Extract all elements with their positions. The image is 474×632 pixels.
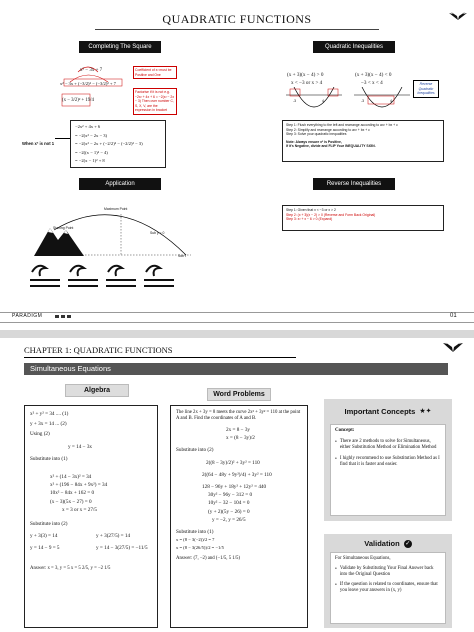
word-line: x = (8 − 3(26/5))/2 = −1/5 bbox=[176, 545, 224, 551]
chapter-title: CHAPTER 1: QUADRATIC FUNCTIONS bbox=[24, 345, 173, 355]
important-concepts-panel bbox=[324, 399, 452, 521]
sub-y-label: Sub y = 0 bbox=[150, 231, 165, 235]
word-line: 2x = 8 − 3y bbox=[226, 427, 251, 433]
algebra-line: y = 14 − 9 = 5 bbox=[30, 545, 60, 552]
page-two bbox=[0, 338, 474, 632]
validation-intro: For Simultaneous Equations, bbox=[335, 556, 391, 561]
algebra-line: y + 3(27/5) = 14 bbox=[96, 533, 131, 540]
word-line: 2((64 − 48y + 9y²)/4) + 3y² = 110 bbox=[202, 471, 272, 478]
concept-text: I highly recommend to use Substitution Method as I find that it is faster and easier. bbox=[339, 456, 440, 467]
page-gap bbox=[0, 330, 474, 338]
cts-step: = −2(x² − 2x − 3) bbox=[75, 132, 108, 138]
qi-right-equation: (x + 3)(x − 4) < 0 bbox=[355, 72, 392, 78]
word-line: 10y² − 32 − 104 = 0 bbox=[208, 500, 250, 507]
footer-page-number: 01 bbox=[450, 313, 457, 319]
cts-equation-low: (x − 3/2)² + 19/4 bbox=[62, 98, 94, 103]
algebra-line: y = 14 − 3(27/5) = −11/5 bbox=[96, 545, 148, 552]
qi-note-body: If it's Negative, divide and FLIP Your INEQUALITY SIGN. bbox=[286, 144, 376, 148]
reverse-inequalities-header: Reverse Inequalities bbox=[313, 178, 395, 190]
word-line: 30y² − 96y − 312 = 0 bbox=[208, 492, 253, 499]
algebra-line: x² + y² = 34 .... (1) bbox=[30, 411, 69, 417]
rev-step: Step 3: x² + x − 6 > 0 (Expand) bbox=[286, 217, 333, 221]
validation-panel bbox=[324, 534, 452, 628]
algebra-line: (x − 3)(5x − 27) = 0 bbox=[50, 498, 92, 505]
word-answer: Answer: (7, −2) and (−1/5, 5 1/5) bbox=[176, 555, 241, 561]
qi-note-title: Note: Always ensure x² is Positive, bbox=[286, 139, 342, 144]
section-header: Simultaneous Equations bbox=[24, 363, 448, 375]
cts-step: −2x² + 4x + 6 bbox=[75, 124, 101, 129]
footer-rule bbox=[0, 312, 474, 313]
qi-step: Step 2: Simplify and rearrange according to ax² + bx + c bbox=[286, 127, 370, 132]
algebra-label: Algebra bbox=[65, 384, 129, 397]
cts-steps-box bbox=[70, 120, 166, 168]
algebra-line: 10x² − 84x + 162 = 0 bbox=[50, 490, 95, 497]
word-line: (y + 2)(5y − 26) = 0 bbox=[208, 508, 250, 515]
word-line: x = (8 − 3(−2))/2 = 7 bbox=[176, 537, 215, 543]
validation-heading bbox=[324, 539, 452, 548]
quadratic-inequalities-header: Quadratic Inequalities bbox=[313, 41, 395, 53]
validation-bullet bbox=[335, 582, 441, 594]
validation-card bbox=[330, 552, 446, 624]
word-problems-box bbox=[170, 405, 308, 628]
qi-left-tick-b: 4 bbox=[322, 99, 324, 103]
qi-right-solution: −3 < x < 4 bbox=[361, 80, 383, 86]
concept-text: There are 2 methods to solve for Simultaneous, either Substitution Method or Elimination Method bbox=[339, 439, 437, 450]
concept-label: Concept: bbox=[335, 428, 355, 433]
algebra-line: Using (2) bbox=[30, 431, 50, 438]
algebra-line: Substitute into (1) bbox=[30, 455, 68, 462]
word-line: y = −2, y = 26/5 bbox=[212, 516, 246, 523]
bullet-icon: • bbox=[335, 566, 337, 572]
footer-rule-bottom bbox=[0, 322, 474, 323]
rev-step: Step 2: (x + 3)(x − 2) > 0 (Reverse and Form Back Original) bbox=[286, 212, 376, 217]
wings-logo-icon bbox=[442, 342, 464, 354]
validation-text: If the question is related to coordinates, ensure that you leave your answers in (x, y) bbox=[339, 582, 438, 593]
algebra-line: Substitute into (2) bbox=[30, 521, 68, 528]
stars-icon: ★✦ bbox=[419, 407, 432, 415]
word-line: Substitute into (1) bbox=[176, 529, 214, 536]
qi-step: Step 3: Solve your quadratic inequalities bbox=[286, 132, 347, 136]
projectile-illustration bbox=[26, 200, 196, 300]
qi-left-tick-a: -3 bbox=[293, 99, 297, 103]
qi-right-tick-a: -3 bbox=[361, 99, 365, 103]
cts-equation-mid: x² − 3x + (−3/2)² − (−3/2)² + 7 bbox=[60, 81, 116, 86]
check-icon: ✓ bbox=[405, 540, 411, 547]
when-not-one-label: When x² is not 1 bbox=[22, 141, 55, 146]
reverse-steps-box bbox=[282, 205, 444, 231]
algebra-line: x² + (14 − 3x)² = 34 bbox=[50, 474, 92, 481]
algebra-line: y + 3x = 14 ... (2) bbox=[30, 421, 67, 428]
bullet-icon: • bbox=[335, 582, 337, 588]
validation-bullet bbox=[335, 566, 441, 578]
validation-text: Validate by Substituting Your Final Answer back into the Original Question bbox=[339, 566, 434, 577]
qi-left-equation: (x + 3)(x − 4) > 0 bbox=[287, 72, 324, 78]
concepts-title: Important Concepts bbox=[344, 407, 416, 416]
qi-right-tick-b: 4 bbox=[390, 99, 392, 103]
word-line: 2((8 − 3y)/2)² + 3y² = 110 bbox=[206, 459, 260, 466]
application-header: Application bbox=[79, 178, 161, 190]
concepts-card bbox=[330, 424, 446, 516]
algebra-line: x² + (196 − 84x + 9x²) = 34 bbox=[50, 482, 108, 489]
rev-step: Step 1: Given that x < −3 or x > 2 bbox=[286, 208, 336, 212]
page-title: QUADRATIC FUNCTIONS bbox=[162, 12, 312, 26]
cts-step: = −2((x − 1)² − 4) bbox=[75, 149, 108, 155]
cts-step: = −2(x² − 2x + (−2/2)² − (−2/2)² − 3) bbox=[75, 141, 143, 146]
bullet-icon: • bbox=[335, 439, 337, 445]
word-intro: The line 2x + 3y = 8 meets the curve 2x² + 3y² = 110 at the point A and B. Find the coordinates of A and B. bbox=[176, 410, 301, 421]
algebra-row bbox=[30, 532, 152, 540]
algebra-line: y + 3(3) = 14 bbox=[30, 533, 58, 540]
algebra-answer: Answer: x = 3, y = 5 x = 5 2/5, y = −2 1/5 bbox=[30, 565, 111, 571]
validation-title: Validation bbox=[364, 539, 400, 548]
chapter-rule bbox=[24, 357, 296, 358]
algebra-row bbox=[30, 544, 152, 552]
qi-left-solution: x < −3 or x > 4 bbox=[291, 80, 323, 86]
concept-bullet bbox=[335, 439, 441, 451]
concept-bullet bbox=[335, 456, 441, 468]
qi-step: Step 1: Flush everything to the left and rearrange according to ax² + bx + c bbox=[286, 123, 398, 127]
completing-square-header: Completing The Square bbox=[79, 41, 161, 53]
footer-brand: PARADIGM bbox=[12, 313, 43, 319]
concepts-heading bbox=[324, 407, 452, 416]
word-line: 128 − 96y + 18y² + 12y² = 440 bbox=[202, 484, 267, 491]
algebra-box bbox=[24, 405, 158, 628]
bullet-icon: • bbox=[335, 456, 337, 462]
title-rule bbox=[95, 29, 379, 30]
cts-step: = −2(x − 1)² + 8 bbox=[75, 158, 105, 163]
footer-dots bbox=[55, 315, 73, 318]
algebra-line: x = 3 or x = 27/5 bbox=[62, 506, 97, 513]
sub-t-label: Sub t bbox=[178, 254, 186, 258]
wings-logo-icon bbox=[448, 12, 468, 22]
max-point-label: Maximum Point bbox=[104, 207, 128, 211]
start-point-label: Starting Point bbox=[53, 226, 74, 230]
cts-note-factorise: Factorise if it is not e.g. −2x² + 4x + 6 = −2(x² − 2x − 3) Then over number C, S, X, V, are the expression in bracket bbox=[133, 88, 177, 115]
cts-note-coefficient: Coefficient of x² must be Positive and One bbox=[133, 66, 177, 79]
word-line: x = (8 − 3y)/2 bbox=[226, 435, 255, 442]
algebra-line: y = 14 − 3x bbox=[68, 443, 93, 450]
word-problems-label: Word Problems bbox=[207, 388, 271, 401]
word-line: Substitute into (2) bbox=[176, 447, 214, 454]
reverse-qi-label: Reverse Quadratic Inequalities bbox=[413, 80, 439, 98]
arrow-line bbox=[55, 138, 70, 139]
cts-equation-top: x² − 3x + 7 bbox=[80, 68, 103, 73]
qi-steps-box bbox=[282, 120, 444, 162]
